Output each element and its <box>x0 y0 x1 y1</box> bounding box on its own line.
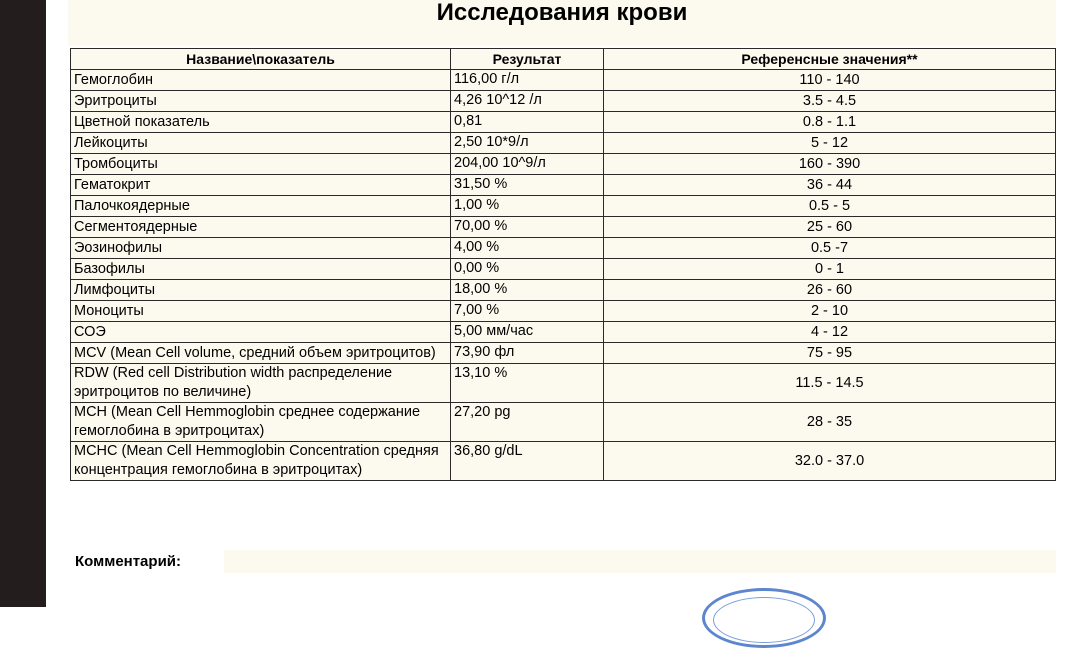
indicator-name: Базофилы <box>71 259 451 280</box>
page-title: Исследования крови <box>436 0 688 26</box>
indicator-result: 73,90 фл <box>451 343 604 364</box>
column-header-result: Результат <box>451 49 604 70</box>
indicator-reference: 160 - 390 <box>604 154 1056 175</box>
indicator-reference: 4 - 12 <box>604 322 1056 343</box>
indicator-result: 70,00 % <box>451 217 604 238</box>
table-row <box>71 70 1056 91</box>
table-row <box>71 259 1056 280</box>
indicator-name: Лимфоциты <box>71 280 451 301</box>
indicator-name: Эозинофилы <box>71 238 451 259</box>
indicator-result: 18,00 % <box>451 280 604 301</box>
indicator-name: MCV (Mean Cell volume, средний объем эритроцитов) <box>71 343 451 364</box>
table-row <box>71 364 1056 403</box>
indicator-result: 5,00 мм/час <box>451 322 604 343</box>
table-row <box>71 175 1056 196</box>
indicator-reference: 28 - 35 <box>604 403 1056 442</box>
column-header-name: Название\показатель <box>71 49 451 70</box>
indicator-result: 4,00 % <box>451 238 604 259</box>
indicator-result: 7,00 % <box>451 301 604 322</box>
indicator-name: RDW (Red cell Distribution width распределение эритроцитов по величине) <box>71 364 451 403</box>
indicator-reference: 0 - 1 <box>604 259 1056 280</box>
table-row <box>71 133 1056 154</box>
table-row <box>71 343 1056 364</box>
indicator-reference: 5 - 12 <box>604 133 1056 154</box>
indicator-name: Моноциты <box>71 301 451 322</box>
table-row <box>71 301 1056 322</box>
indicator-reference: 0.8 - 1.1 <box>604 112 1056 133</box>
indicator-name: СОЭ <box>71 322 451 343</box>
indicator-name: Сегментоядерные <box>71 217 451 238</box>
indicator-result: 1,00 % <box>451 196 604 217</box>
indicator-reference: 0.5 - 5 <box>604 196 1056 217</box>
left-edge-bar <box>0 0 46 607</box>
table-row <box>71 112 1056 133</box>
indicator-reference: 110 - 140 <box>604 70 1056 91</box>
indicator-name: Тромбоциты <box>71 154 451 175</box>
indicator-name: Гематокрит <box>71 175 451 196</box>
stamp-inner-ring <box>713 597 815 643</box>
comment-label: Комментарий: <box>75 553 182 570</box>
indicator-name: MCHC (Mean Cell Hemmoglobin Concentration средняя концентрация гемоглобина в эритроцитах) <box>71 442 451 481</box>
blood-test-table <box>70 48 1056 481</box>
indicator-reference: 0.5 -7 <box>604 238 1056 259</box>
indicator-result: 0,00 % <box>451 259 604 280</box>
indicator-name: Эритроциты <box>71 91 451 112</box>
table-row <box>71 322 1056 343</box>
indicator-name: MCH (Mean Cell Hemmoglobin среднее содержание гемоглобина в эритроцитах) <box>71 403 451 442</box>
table-header-row <box>71 49 1056 70</box>
indicator-result: 13,10 % <box>451 364 604 403</box>
indicator-name: Гемоглобин <box>71 70 451 91</box>
indicator-reference: 36 - 44 <box>604 175 1056 196</box>
table-row <box>71 280 1056 301</box>
indicator-result: 27,20 pg <box>451 403 604 442</box>
indicator-result: 4,26 10^12 /л <box>451 91 604 112</box>
clinic-stamp <box>702 588 826 648</box>
indicator-reference: 25 - 60 <box>604 217 1056 238</box>
indicator-name: Лейкоциты <box>71 133 451 154</box>
table-row <box>71 442 1056 481</box>
indicator-name: Цветной показатель <box>71 112 451 133</box>
indicator-result: 204,00 10^9/л <box>451 154 604 175</box>
indicator-reference: 3.5 - 4.5 <box>604 91 1056 112</box>
indicator-name: Палочкоядерные <box>71 196 451 217</box>
table-row <box>71 91 1056 112</box>
indicator-reference: 26 - 60 <box>604 280 1056 301</box>
comment-field <box>224 550 1056 573</box>
indicator-result: 0,81 <box>451 112 604 133</box>
indicator-reference: 75 - 95 <box>604 343 1056 364</box>
indicator-reference: 2 - 10 <box>604 301 1056 322</box>
indicator-result: 31,50 % <box>451 175 604 196</box>
indicator-result: 116,00 г/л <box>451 70 604 91</box>
table-row <box>71 196 1056 217</box>
column-header-reference: Референсные значения** <box>604 49 1056 70</box>
table-row <box>71 217 1056 238</box>
indicator-result: 2,50 10*9/л <box>451 133 604 154</box>
table-row <box>71 154 1056 175</box>
table-row <box>71 403 1056 442</box>
indicator-reference: 32.0 - 37.0 <box>604 442 1056 481</box>
indicator-reference: 11.5 - 14.5 <box>604 364 1056 403</box>
table-row <box>71 238 1056 259</box>
indicator-result: 36,80 g/dL <box>451 442 604 481</box>
